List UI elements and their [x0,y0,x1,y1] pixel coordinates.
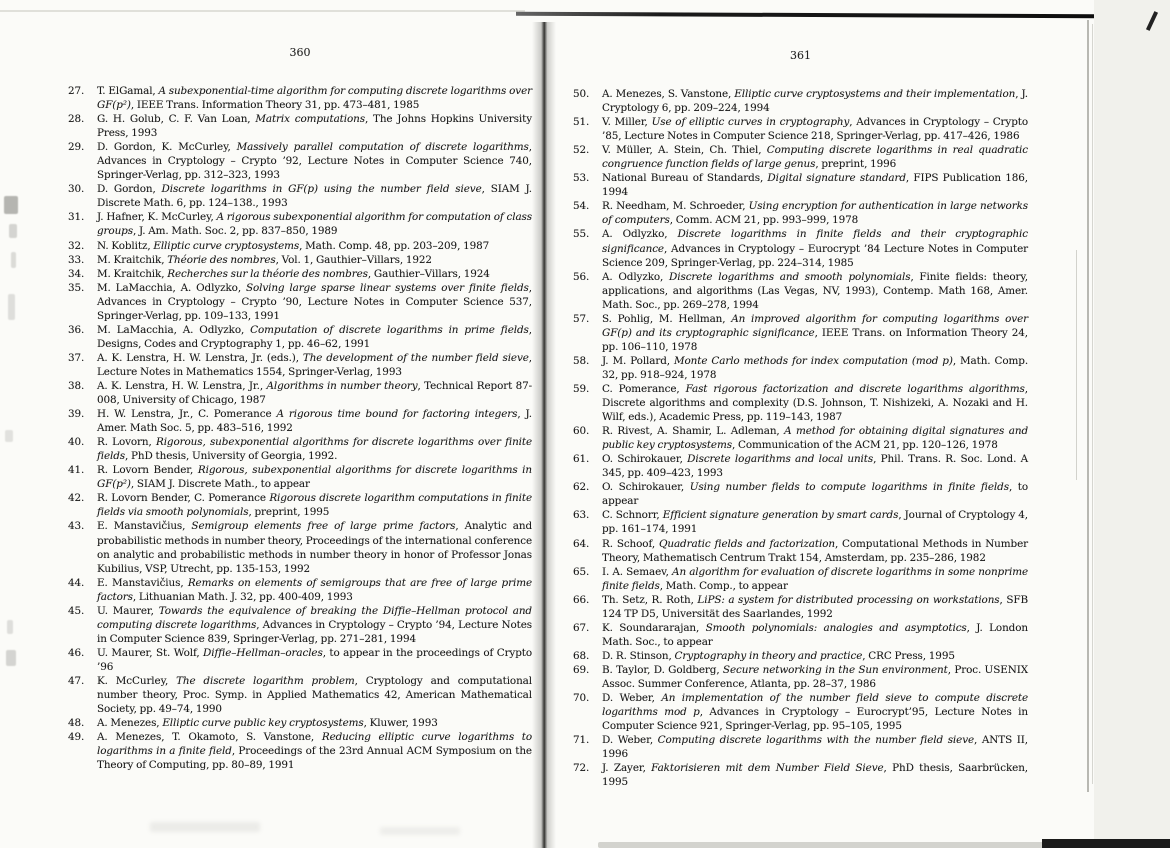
reference-entry [68,182,532,210]
reference-text: E. Manstavičius, Remarks on elements of semigroups that are free of large prime factors, Lithuanian Math. J. 32, pp. 400-409, 1993 [97,576,533,603]
reference-number: 40. [68,436,85,449]
reference-entry [68,351,532,379]
reference-entry [68,730,532,772]
reference-text: Th. Setz, R. Roth, LiPS: a system for distributed processing on workstations, SFB 124 TP D5, Universität des Saarlandes, 1992 [602,593,1028,620]
reference-entry [573,354,1028,382]
ink-smudge [7,620,13,634]
reference-entry [573,565,1028,593]
reference-entry [68,646,532,674]
reference-text: U. Maurer, Towards the equivalence of breaking the Diffie–Hellman protocol and computing discrete logarithms, Advances in Cryptology – Crypto ’94, Lecture Notes in Computer Science 839, Springer-Verlag, pp. 271–281, 1994 [97,604,532,645]
reference-text: B. Taylor, D. Goldberg, Secure networking in the Sun environment, Proc. USENIX Assoc. Summer Conference, Atlanta, pp. 28–37, 1986 [602,663,1029,690]
reference-list-right [573,87,1028,789]
reference-number: 68. [573,649,590,662]
reference-text: A. Odlyzko, Discrete logarithms in finite fields and their cryptographic significance, Advances in Cryptology – Eurocrypt ’84 Lecture Notes in Computer Science 209, Springer-Verlag, pp. 224–314, 1985 [602,228,1028,269]
reference-number: 30. [68,183,85,196]
reference-entry [68,604,532,646]
reference-text: A. Odlyzko, Discrete logarithms and smooth polynomials, Finite fields: theory, applications, and algorithms (Las Vegas, NV, 1993), Contemp. Math 168, Amer. Math. Soc., pp. 269–278, 1994 [602,270,1028,311]
reference-entry [68,379,532,407]
reference-number: 53. [573,172,590,185]
reference-entry [68,253,532,267]
reference-number: 57. [573,312,590,325]
reference-entry [573,452,1028,480]
reference-number: 39. [68,408,85,421]
reference-number: 34. [68,267,85,280]
scan-smudge [150,822,260,832]
reference-text: J. Zayer, Faktorisieren mit dem Number Field Sieve, PhD thesis, Saarbrücken, 1995 [602,762,1029,789]
reference-entry [573,733,1028,761]
reference-entry [573,199,1028,227]
reference-entry [573,649,1028,663]
reference-text: J. M. Pollard, Monte Carlo methods for index computation (mod p), Math. Comp. 32, pp. 918–924, 1978 [602,354,1029,381]
reference-number: 62. [573,481,590,494]
reference-entry [68,281,532,323]
reference-text: M. LaMacchia, A. Odlyzko, Computation of discrete logarithms in prime fields, Designs, Codes and Cryptography 1, pp. 46–62, 1991 [97,323,532,350]
ink-smudge [5,430,13,442]
reference-text: D. Weber, Computing discrete logarithms with the number field sieve, ANTS II, 1996 [602,734,1028,761]
reference-number: 44. [68,576,85,589]
reference-text: I. A. Semaev, An algorithm for evaluation of discrete logarithms in some nonprime finite fields, Math. Comp., to appear [602,565,1028,592]
ink-smudge [6,650,16,666]
reference-text: R. Lovorn Bender, Rigorous, subexponential algorithms for discrete logarithms in GF(p²), SIAM J. Discrete Math., to appear [97,464,532,491]
reference-entry [68,491,532,519]
reference-entry [68,576,532,604]
reference-number: 60. [573,425,590,438]
reference-text: R. Schoof, Quadratic fields and factorization, Computational Methods in Number Theory, Mathematisch Centrum Trakt 154, Amsterdam, pp. 235–286, 1982 [602,537,1028,564]
reference-entry [68,323,532,351]
reference-entry [68,112,532,140]
reference-entry [573,424,1028,452]
reference-entry [68,463,532,491]
scanner-margin [1094,0,1170,848]
reference-number: 67. [573,621,590,634]
reference-text: D. Gordon, Discrete logarithms in GF(p) using the number field sieve, SIAM J. Discrete Math. 6, pp. 124–138., 1993 [97,183,532,210]
reference-text: A. Menezes, T. Okamoto, S. Vanstone, Reducing elliptic curve logarithms to logarithms in a finite field, Proceedings of the 23rd Annual ACM Symposium on the Theory of Computing, pp. 80–89, 1991 [97,731,532,772]
reference-number: 70. [573,692,590,705]
reference-text: A. K. Lenstra, H. W. Lenstra, Jr. (eds.), The development of the number field sieve, Lecture Notes in Mathematics 1554, Springer-Verlag, 1993 [97,351,532,378]
page-right-edge-line [1087,20,1089,792]
reference-number: 56. [573,270,590,283]
reference-entry [573,270,1028,312]
reference-number: 28. [68,113,85,126]
reference-entry [68,519,532,575]
reference-number: 48. [68,717,85,730]
reference-text: R. Needham, M. Schroeder, Using encryption for authentication in large networks of computers, Comm. ACM 21, pp. 993–999, 1978 [602,200,1028,227]
reference-entry [573,663,1028,691]
reference-list-left [68,84,532,772]
reference-text: National Bureau of Standards, Digital signature standard, FIPS Publication 186, 1994 [602,172,1028,199]
reference-number: 49. [68,731,85,744]
ink-smudge [11,252,16,268]
reference-text: C. Schnorr, Efficient signature generation by smart cards, Journal of Cryptology 4, pp. 161–174, 1991 [602,509,1028,536]
reference-text: O. Schirokauer, Discrete logarithms and local units, Phil. Trans. R. Soc. Lond. A 345, pp. 409–423, 1993 [602,453,1029,480]
reference-entry [573,761,1028,789]
reference-text: R. Lovorn Bender, C. Pomerance Rigorous discrete logarithm computations in finite fields via smooth polynomials, preprint, 1995 [97,492,532,519]
reference-number: 36. [68,323,85,336]
reference-text: H. W. Lenstra, Jr., C. Pomerance A rigorous time bound for factoring integers, J. Amer. Math Soc. 5, pp. 483–516, 1992 [97,408,532,435]
reference-number: 31. [68,211,85,224]
reference-number: 54. [573,200,590,213]
ink-smudge [8,294,15,320]
reference-entry [68,239,532,253]
reference-entry [573,115,1028,143]
reference-number: 27. [68,85,85,97]
ink-smudge [9,224,17,238]
reference-entry [573,621,1028,649]
reference-text: G. H. Golub, C. F. Van Loan, Matrix computations, The Johns Hopkins University Press, 1993 [97,113,532,140]
reference-text: A. Menezes, S. Vanstone, Elliptic curve cryptosystems and their implementation, J. Cryptology 6, pp. 209–224, 1994 [602,88,1028,115]
reference-number: 32. [68,239,85,252]
reference-number: 66. [573,593,590,606]
reference-text: R. Lovorn, Rigorous, subexponential algorithms for discrete logarithms over finite fields, PhD thesis, University of Georgia, 1992. [97,436,533,463]
reference-entry [573,537,1028,565]
page-number-right: 361 [790,49,811,62]
reference-number: 55. [573,228,590,241]
reference-number: 51. [573,116,590,129]
reference-number: 42. [68,492,85,505]
reference-number: 41. [68,464,85,477]
reference-entry [68,210,532,238]
book-bottom-edge-bar [1042,839,1170,848]
reference-text: D. Weber, An implementation of the number field sieve to compute discrete logarithms mod p, Advances in Cryptology – Eurocrypt’95, Lecture Notes in Computer Science 921, Springer-Verlag, pp. 95–105, 1995 [602,692,1029,733]
reference-text: S. Pohlig, M. Hellman, An improved algorithm for computing logarithms over GF(p) and its cryptographic significance, IEEE Trans. on Information Theory 24, pp. 106–110, 1978 [602,312,1028,353]
reference-text: V. Miller, Use of elliptic curves in cryptography, Advances in Cryptology – Crypto ’85, Lecture Notes in Computer Science 218, Springer-Verlag, pp. 417–426, 1986 [602,116,1028,143]
reference-number: 69. [573,663,590,676]
reference-entry [573,382,1028,424]
reference-entry [573,691,1028,733]
reference-number: 64. [573,537,590,550]
page-top-edge-line-right [516,12,1094,19]
book-spine-shadow [532,22,556,848]
reference-text: D. Gordon, K. McCurley, Massively parallel computation of discrete logarithms, Advances in Cryptology – Crypto ’92, Lecture Notes in Computer Science 740, Springer-Verlag, pp. 312–323, 1993 [97,141,532,182]
reference-number: 50. [573,88,590,100]
reference-text: J. Hafner, K. McCurley, A rigorous subexponential algorithm for computation of class groups, J. Am. Math. Soc. 2, pp. 837–850, 1989 [97,211,533,238]
reference-text: D. R. Stinson, Cryptography in theory and practice, CRC Press, 1995 [602,649,955,662]
reference-number: 33. [68,253,85,266]
reference-text: K. McCurley, The discrete logarithm problem, Cryptology and computational number theory, Proc. Symp. in Applied Mathematics 42, American Mathematical Society, pp. 49–74, 1990 [97,674,532,716]
scan-smudge [380,827,460,835]
reference-text: K. Soundararajan, Smooth polynomials: analogies and asymptotics, J. London Math. Soc., to appear [602,621,1028,648]
reference-number: 47. [68,674,85,687]
reference-entry [68,84,532,112]
reference-number: 29. [68,141,85,154]
reference-entry [573,593,1028,621]
reference-entry [68,140,532,182]
reference-entry [68,674,532,716]
reference-number: 52. [573,144,590,157]
reference-text: C. Pomerance, Fast rigorous factorization and discrete logarithms algorithms, Discrete algorithms and complexity (D.S. Johnson, T. Nishizeki, A. Nozaki and H. Wilf, eds.), Academic Press, pp. 119–143, 1987 [602,382,1028,424]
reference-entry [573,143,1028,171]
reference-entry [573,312,1028,354]
reference-text: R. Rivest, A. Shamir, L. Adleman, A method for obtaining digital signatures and public key cryptosystems, Communication of the ACM 21, pp. 120–126, 1978 [602,425,1028,452]
reference-text: A. Menezes, Elliptic curve public key cryptosystems, Kluwer, 1993 [97,717,438,730]
reference-text: A. K. Lenstra, H. W. Lenstra, Jr., Algorithms in number theory, Technical Report 87-008, University of Chicago, 1987 [97,379,533,407]
reference-entry [573,480,1028,508]
reference-entry [573,227,1028,269]
reference-text: M. Kraitchik, Recherches sur la théorie des nombres, Gauthier–Villars, 1924 [97,267,490,280]
reference-number: 61. [573,453,590,466]
reference-number: 63. [573,509,590,522]
page-right-edge-line-3 [1076,250,1077,480]
reference-number: 71. [573,734,590,747]
reference-entry [68,716,532,730]
reference-number: 38. [68,379,85,392]
reference-number: 35. [68,281,85,294]
reference-entry [68,407,532,435]
reference-text: T. ElGamal, A subexponential-time algorithm for computing discrete logarithms over GF(p²), IEEE Trans. Information Theory 31, pp. 473–481, 1985 [97,85,532,112]
reference-text: E. Manstavičius, Semigroup elements free of large prime factors, Analytic and probabilistic methods in number theory, Proceedings of the international conference on analytic and probabilistic methods in number theory in honor of Professor Jonas Kubilius, VSP, Utrecht, pp. 135-153, 1992 [97,520,532,575]
page-right-edge-line-2 [1092,24,1093,784]
page-bottom-edge-shadow [598,842,1046,848]
reference-entry [68,435,532,463]
page-number-left: 360 [289,46,311,59]
reference-number: 46. [68,646,85,659]
reference-number: 45. [68,604,85,617]
reference-text: N. Koblitz, Elliptic curve cryptosystems, Math. Comp. 48, pp. 203–209, 1987 [97,239,490,252]
reference-text: M. LaMacchia, A. Odlyzko, Solving large sparse linear systems over finite fields, Advances in Cryptology – Crypto ’90, Lecture Notes in Computer Science 537, Springer-Verlag, pp. 109–133, 1991 [97,281,532,322]
ink-smudge [4,196,18,214]
reference-text: O. Schirokauer, Using number fields to compute logarithms in finite fields, to appear [602,481,1028,508]
reference-text: V. Müller, A. Stein, Ch. Thiel, Computing discrete logarithms in real quadratic congruence function fields of large genus, preprint, 1996 [602,144,1028,171]
reference-entry [68,267,532,281]
reference-number: 37. [68,351,85,364]
reference-entry [573,87,1028,115]
reference-entry [573,508,1028,536]
reference-entry [573,171,1028,199]
page-top-edge-line-left [0,10,525,12]
reference-text: M. Kraitchik, Théorie des nombres, Vol. 1, Gauthier–Villars, 1922 [97,253,432,266]
reference-text: U. Maurer, St. Wolf, Diffie–Hellman–oracles, to appear in the proceedings of Crypto ’96 [97,646,532,673]
reference-number: 43. [68,520,85,533]
reference-number: 72. [573,762,590,775]
reference-number: 65. [573,565,590,578]
reference-number: 59. [573,382,590,395]
reference-number: 58. [573,354,590,367]
